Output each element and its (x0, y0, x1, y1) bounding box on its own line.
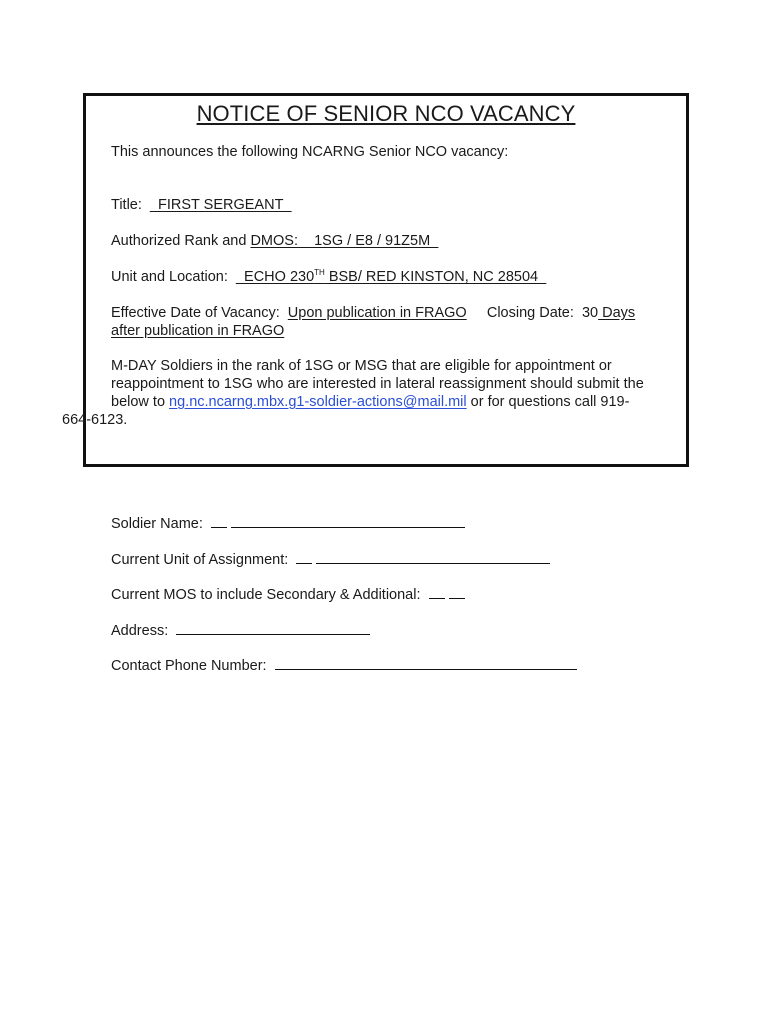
closing-days: Days (598, 305, 636, 321)
current-mos-field (111, 585, 465, 604)
unit-label: Unit and Location: (111, 269, 228, 285)
current-mos-blank-short[interactable] (429, 585, 445, 599)
address-label: Address: (111, 623, 169, 639)
current-unit-blank-short[interactable] (296, 550, 312, 564)
closing-label: Closing Date: (486, 305, 574, 321)
current-unit-field (111, 550, 550, 569)
current-unit-input[interactable] (316, 550, 550, 564)
notice-title: NOTICE OF SENIOR NCO VACANCY (196, 101, 576, 126)
body-line-3: below to ng.nc.ncarng.mbx.g1-soldier-actions@mail.mil or for questions call 919- (111, 394, 630, 410)
address-field (111, 621, 370, 640)
soldier-name-field (111, 514, 465, 533)
title-label: Title: (111, 197, 142, 213)
phone-input[interactable] (275, 656, 577, 670)
current-mos-input[interactable] (449, 585, 465, 599)
title-line (111, 196, 292, 214)
effective-line (111, 304, 635, 322)
closing-number: 30 (581, 305, 599, 321)
body-line-4: 664-6123. (62, 412, 128, 428)
rank-dmos: DMOS: _1SG / E8 / 91Z5M_ (250, 233, 439, 249)
body-line-1: M-DAY Soldiers in the rank of 1SG or MSG that are eligible for appointment or (111, 358, 612, 374)
title-value: _FIRST SERGEANT_ (149, 197, 292, 213)
soldier-name-blank-short[interactable] (211, 514, 227, 528)
unit-line (111, 268, 546, 286)
rank-line (111, 232, 438, 250)
closing-line2: after publication in FRAGO (111, 323, 285, 339)
intro-text: This announces the following NCARNG Senior NCO vacancy: (111, 144, 509, 160)
rank-label: Authorized Rank and (111, 233, 251, 249)
current-mos-label: Current MOS to include Secondary & Additional: (111, 587, 421, 603)
soldier-name-label: Soldier Name: (111, 516, 203, 532)
notice-box (62, 93, 689, 467)
body-line-2: reappointment to 1SG who are interested in lateral reassignment should submit the (111, 376, 644, 392)
phone-label: Contact Phone Number: (111, 658, 267, 674)
address-input[interactable] (176, 621, 370, 635)
current-unit-label: Current Unit of Assignment: (111, 552, 289, 568)
email-link[interactable]: ng.nc.ncarng.mbx.g1-soldier-actions@mail.mil (169, 394, 467, 410)
unit-value: _ECHO 230TH BSB/ RED KINSTON, NC 28504_ (235, 268, 547, 285)
effective-value: Upon publication in FRAGO (287, 305, 467, 321)
soldier-name-input[interactable] (231, 514, 465, 528)
effective-label: Effective Date of Vacancy: (111, 305, 280, 321)
rank-value: _1SG / E8 / 91Z5M_ (306, 233, 439, 249)
phone-field (111, 656, 577, 675)
